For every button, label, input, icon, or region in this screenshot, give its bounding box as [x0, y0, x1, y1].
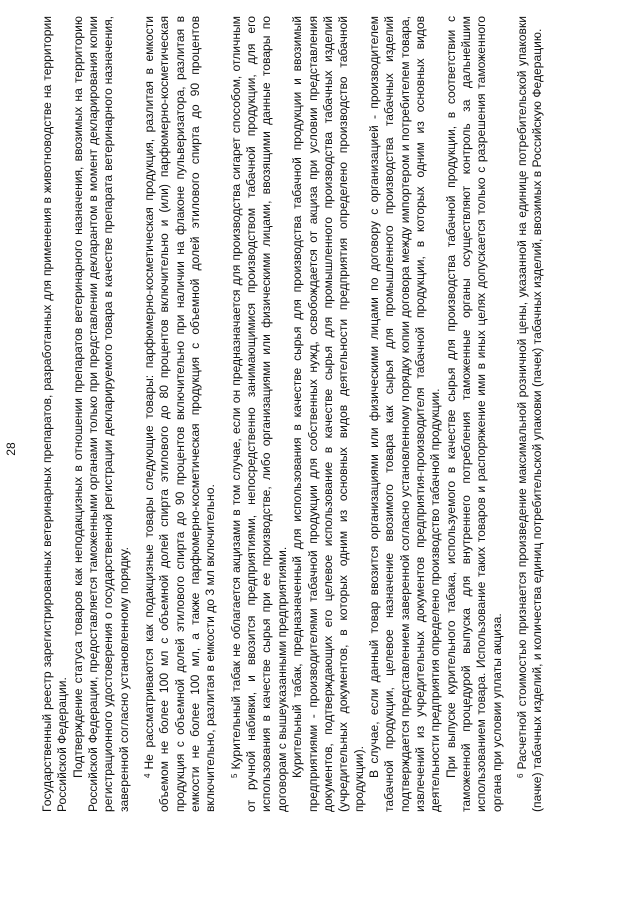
footnote-6-text: Расчетной стоимостью признается произведение максимальной розничной цены, указанной на единице потребительской упаковки (пачке) табачных изделий, и количества единиц потребительской упаковки (пачек) табачных изделий, ввозимых в Российскую Федерацию.: [514, 16, 545, 812]
paragraph-tobacco-contract: В случае, если данный товар ввозится организациями или физическими лицами по договору с организацией - производителем табачной продукции, целевое назначение ввозимого товара как сырья для промышленного производства табачных изделий подтверждается представлением заверенной согласно установленному порядку копии договора между импортером и потребителем товара, извлечений из учредительных документов предприятия-производителя табачной продукции, в которых одним из основных видов деятельности предприятия определено производство табачной продукции.: [366, 16, 443, 812]
footnote-4-number: 4: [143, 773, 153, 778]
paragraph-veterinary-status: Подтверждение статуса товаров как неподакцизных в отношении препаратов ветеринарного назначения, ввозимых на территорию Российской Федерации, предоставляется таможенными органами только при представлении декларантом в момент декларирования копии регистрационного удостоверения о государственной регистрации декларируемого товара в качестве препарата ветеринарного назначения, заверенной согласно установленному порядку.: [70, 16, 131, 812]
footnote-5-text: Курительный табак не облагается акцизами в том случае, если он предназначается для производства сигарет способом, отличным от ручной набивки, и ввозится предприятиями, непосредственно занимающимися производством табачной продукции, для его использования в качестве сырья при ее производстве, либо организациями или физическими лицами, ввозящими данные товары по договорам с вышеуказанными предприятиями.: [228, 16, 289, 812]
footnote-6: [513, 16, 546, 812]
page-number: 28: [4, 442, 18, 456]
footnote-6-number: 6: [515, 773, 525, 778]
document-body: [40, 16, 546, 812]
paragraph-registry: Государственный реестр зарегистрированных ветеринарных препаратов, разработанных для применения в животноводстве на территории Российской Федерации.: [40, 16, 70, 812]
paragraph-tobacco-release: При выпуске курительного табака, используемого в качестве сырья для производства табачной продукции, в соответствии с таможенной процедурой выпуска для внутреннего потребления таможенные органы осуществляют контроль за дальнейшим использованием товара. Использование таких товаров и распоряжение ими в иных целях допускается только с разрешения таможенного органа при условии уплаты акциза.: [443, 16, 504, 812]
paragraph-tobacco-raw-material: Курительный табак, предназначенный для использования в качестве сырья для производства табачной продукции и ввозимый предприятиями - производителями табачной продукции для собственных нужд, освобождается от акциза при условии представления документов, подтверждающих его целевое использование в качестве сырья для промышленного производства табачных изделий (учредительных документов, в которых одним из основных видов деятельности предприятия определено производство табачной продукции).: [290, 16, 366, 812]
footnote-4: [140, 16, 219, 812]
footnote-5: [227, 16, 290, 812]
footnote-4-text: Не рассматриваются как подакцизные товары следующие товары: парфюмерно-косметическая продукция, разлитая в емкости объемом не более 100 мл с объемной долей спирта этилового до 80 процентов включительно и (или) парфюмерно-косметическая продукция с объемной долей этилового спирта до 90 процентов включительно при наличии на флаконе пульверизатора, разлитая в емкости не более 100 мл, а также парфюмерно-косметическая продукция с объемной долей этилового спирта до 90 процентов включительно, разлитая в емкости до 3 мл включительно.: [142, 16, 218, 812]
footnote-5-number: 5: [229, 773, 239, 778]
